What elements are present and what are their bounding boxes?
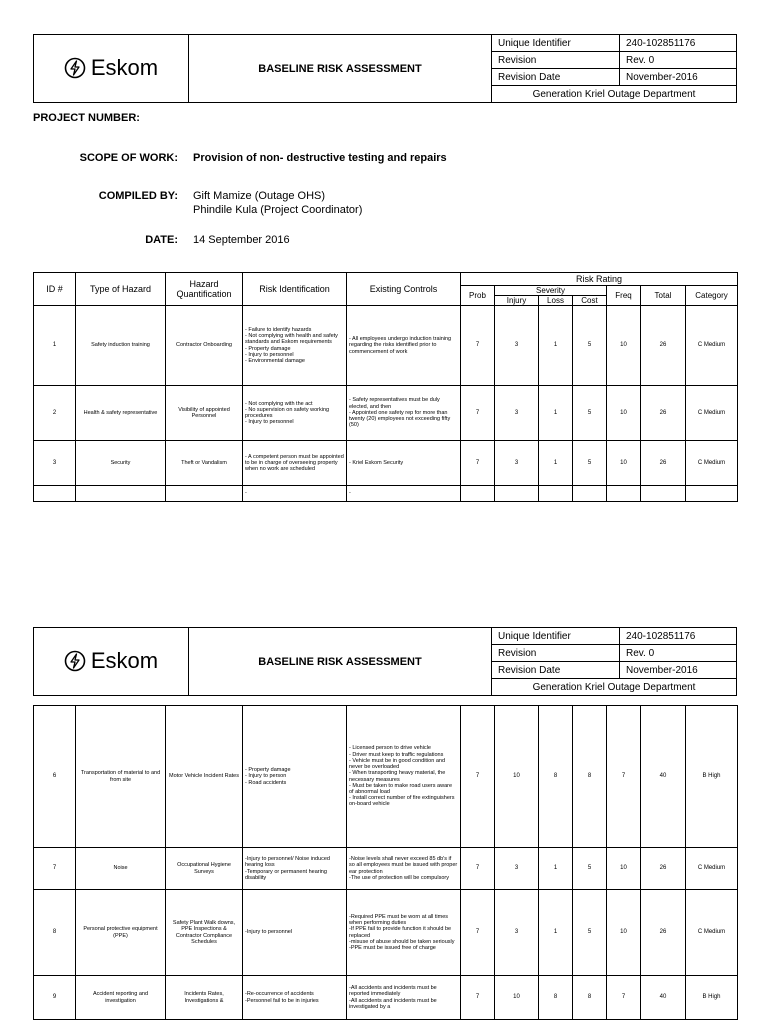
header-key: Unique Identifier <box>492 35 620 52</box>
header-key: Revision <box>492 645 620 662</box>
cell-category: C Medium <box>686 441 738 486</box>
cell-category: B High <box>686 976 738 1020</box>
risk-row <box>34 890 738 976</box>
cell-controls: - Kriel Eskom Security <box>347 441 461 486</box>
cell-type: Security <box>76 441 166 486</box>
cell-cost: 5 <box>573 306 607 386</box>
cell-category: B High <box>686 706 738 848</box>
cell-id: 9 <box>34 976 76 1020</box>
cell-controls: -Noise levels shall never exceed 85 db's if so all employees must be issued with proper ear protection -The use of protection will be compulsory <box>347 848 461 890</box>
header-key: Revision Date <box>492 662 620 679</box>
header-department: Generation Kriel Outage Department <box>492 679 737 696</box>
cell-controls: - Licensed person to drive vehicle - Driver must keep to traffic regulations - Vehicle must be in good condition and never be overloaded - When transporting heavy material, the necessary measures - Must be taken to make road users aware of abnormal load - Install correct number of fire extinguishers on-board vehicle <box>347 706 461 848</box>
cell-cost: 5 <box>573 386 607 441</box>
eskom-logo <box>64 648 158 674</box>
cell-id <box>34 486 76 502</box>
cell-ident: -Injury to personnel <box>243 890 347 976</box>
cell-cost: 5 <box>573 441 607 486</box>
cell-category: C Medium <box>686 890 738 976</box>
col-prob: Prob <box>461 286 495 306</box>
cell-category <box>686 486 738 502</box>
cell-id: 6 <box>34 706 76 848</box>
cell-category: C Medium <box>686 848 738 890</box>
cell-cost: 8 <box>573 706 607 848</box>
col-loss: Loss <box>539 296 573 306</box>
cell-freq: 10 <box>607 441 641 486</box>
cell-injury: 3 <box>495 441 539 486</box>
risk-row <box>34 486 738 502</box>
cell-injury: 10 <box>495 976 539 1020</box>
col-controls: Existing Controls <box>347 273 461 306</box>
cell-injury <box>495 486 539 502</box>
col-freq: Freq <box>607 286 641 306</box>
cell-loss: 1 <box>539 306 573 386</box>
eskom-logo <box>64 55 158 81</box>
cell-total: 26 <box>641 306 686 386</box>
cell-total: 26 <box>641 890 686 976</box>
cell-loss <box>539 486 573 502</box>
cell-loss: 1 <box>539 848 573 890</box>
document-header <box>33 627 737 696</box>
cell-id: 8 <box>34 890 76 976</box>
risk-row <box>34 306 738 386</box>
compiled-line-2: Phindile Kula (Project Coordinator) <box>193 204 363 216</box>
eskom-logo-icon <box>64 57 86 79</box>
cell-injury: 3 <box>495 890 539 976</box>
col-type: Type of Hazard <box>76 273 166 306</box>
cell-category: C Medium <box>686 386 738 441</box>
cell-controls: - All employees undergo induction training regarding the risks identified prior to commencement of work <box>347 306 461 386</box>
date-value: 14 September 2016 <box>193 234 290 246</box>
scope-value: Provision of non- destructive testing and repairs <box>193 152 447 164</box>
cell-type: Safety induction training <box>76 306 166 386</box>
cell-loss: 1 <box>539 441 573 486</box>
cell-quant <box>166 486 243 502</box>
cell-type: Personal protective equipment (PPE) <box>76 890 166 976</box>
header-value: Rev. 0 <box>620 52 737 69</box>
cell-freq: 10 <box>607 890 641 976</box>
cell-quant: Safety Plant Walk downs, PPE Inspections & Contractor Compliance Schedules <box>166 890 243 976</box>
cell-id: 7 <box>34 848 76 890</box>
header-value: 240-102851176 <box>620 35 737 52</box>
cell-type: Health & safety representative <box>76 386 166 441</box>
document-title: BASELINE RISK ASSESSMENT <box>189 35 492 103</box>
cell-ident: -Re-occurrence of accidents -Personnel fail to be in injuries <box>243 976 347 1020</box>
cell-quant: Visibility of appointed Personnel <box>166 386 243 441</box>
cell-prob: 7 <box>461 706 495 848</box>
col-ident: Risk Identification <box>243 273 347 306</box>
header-key: Revision Date <box>492 69 620 86</box>
cell-category: C Medium <box>686 306 738 386</box>
compiled-line-1: Gift Mamize (Outage OHS) <box>193 190 326 202</box>
risk-table-body <box>34 306 738 502</box>
logo-text: Eskom <box>90 55 159 80</box>
compiled-label: COMPILED BY: <box>98 190 178 202</box>
cell-controls: -All accidents and incidents must be reported immediately -All accidents and incidents must be investigated by a <box>347 976 461 1020</box>
risk-table-continued <box>33 705 738 1020</box>
cell-quant: Theft or Vandalism <box>166 441 243 486</box>
cell-cost: 5 <box>573 848 607 890</box>
cell-injury: 3 <box>495 386 539 441</box>
cell-ident: - A competent person must be appointed to be in charge of overseeing property when no work are scheduled <box>243 441 347 486</box>
risk-row <box>34 441 738 486</box>
risk-row <box>34 976 738 1020</box>
cell-freq: 10 <box>607 306 641 386</box>
col-injury: Injury <box>495 296 539 306</box>
document-title: BASELINE RISK ASSESSMENT <box>189 628 492 696</box>
project-number-label: PROJECT NUMBER: <box>33 112 140 124</box>
cell-total: 40 <box>641 706 686 848</box>
cell-freq: 7 <box>607 976 641 1020</box>
cell-id: 3 <box>34 441 76 486</box>
header-key: Revision <box>492 52 620 69</box>
logo-cell <box>34 628 189 696</box>
cell-quant: Incidents Rates, Investigations & <box>166 976 243 1020</box>
header-key: Unique Identifier <box>492 628 620 645</box>
cell-quant: Motor Vehicle Incident Rates <box>166 706 243 848</box>
cell-prob: 7 <box>461 976 495 1020</box>
cell-freq: 7 <box>607 706 641 848</box>
cell-injury: 3 <box>495 306 539 386</box>
col-quant: Hazard Quantification <box>166 273 243 306</box>
header-value: Rev. 0 <box>620 645 737 662</box>
cell-type: Noise <box>76 848 166 890</box>
cell-ident: - Failure to identify hazards - Not complying with health and safety standards and Eskom requirements - Property damage - Injury to personnel - Environmental damage <box>243 306 347 386</box>
date-label: DATE: <box>145 234 178 246</box>
col-cost: Cost <box>573 296 607 306</box>
cell-prob: 7 <box>461 441 495 486</box>
eskom-logo-icon <box>64 650 86 672</box>
col-id: ID # <box>34 273 76 306</box>
cell-freq: 10 <box>607 386 641 441</box>
cell-cost: 5 <box>573 890 607 976</box>
cell-quant: Occupational Hygiene Surveys <box>166 848 243 890</box>
header-value: November-2016 <box>620 69 737 86</box>
header-value: 240-102851176 <box>620 628 737 645</box>
cell-total: 40 <box>641 976 686 1020</box>
cell-cost <box>573 486 607 502</box>
cell-injury: 10 <box>495 706 539 848</box>
cell-prob: 7 <box>461 848 495 890</box>
logo-text: Eskom <box>90 648 159 673</box>
col-severity: Severity <box>495 286 607 296</box>
header-department: Generation Kriel Outage Department <box>492 86 737 103</box>
cell-controls: - <box>347 486 461 502</box>
risk-row <box>34 386 738 441</box>
cell-ident: - Property damage - Injury to person - Road accidents <box>243 706 347 848</box>
cell-freq: 10 <box>607 848 641 890</box>
cell-prob: 7 <box>461 890 495 976</box>
col-total: Total <box>641 286 686 306</box>
col-rating: Risk Rating <box>461 273 738 286</box>
cell-prob <box>461 486 495 502</box>
header-value: November-2016 <box>620 662 737 679</box>
cell-total: 26 <box>641 848 686 890</box>
cell-ident: -Injury to personnel/ Noise induced hearing loss -Temporary or permanent hearing disability <box>243 848 347 890</box>
cell-total: 26 <box>641 441 686 486</box>
cell-type <box>76 486 166 502</box>
cell-freq <box>607 486 641 502</box>
cell-prob: 7 <box>461 386 495 441</box>
cell-injury: 3 <box>495 848 539 890</box>
scope-label: SCOPE OF WORK: <box>79 152 178 164</box>
risk-table-body <box>34 706 738 1020</box>
cell-loss: 8 <box>539 976 573 1020</box>
risk-row <box>34 706 738 848</box>
cell-loss: 8 <box>539 706 573 848</box>
document-header <box>33 34 737 103</box>
risk-table <box>33 272 738 502</box>
risk-row <box>34 848 738 890</box>
col-category: Category <box>686 286 738 306</box>
cell-type: Accident reporting and investigation <box>76 976 166 1020</box>
cell-loss: 1 <box>539 890 573 976</box>
cell-total: 26 <box>641 386 686 441</box>
cell-cost: 8 <box>573 976 607 1020</box>
cell-controls: -Required PPE must be worn at all times when performing duties -If PPE fail to provide function it should be replaced -misuse of abuse should be taken seriously -PPE must be issued free of charge <box>347 890 461 976</box>
logo-cell <box>34 35 189 103</box>
cell-type: Transportation of material to and from site <box>76 706 166 848</box>
cell-id: 2 <box>34 386 76 441</box>
cell-id: 1 <box>34 306 76 386</box>
cell-total <box>641 486 686 502</box>
cell-prob: 7 <box>461 306 495 386</box>
cell-controls: - Safety representatives must be duly elected, and then - Appointed one safety rep for more than twenty (20) employees not exceeding fifty (50) <box>347 386 461 441</box>
cell-loss: 1 <box>539 386 573 441</box>
cell-ident: - <box>243 486 347 502</box>
cell-quant: Contractor Onboarding <box>166 306 243 386</box>
cell-ident: - Not complying with the act - No supervision on safety working procedures - Injury to personnel <box>243 386 347 441</box>
